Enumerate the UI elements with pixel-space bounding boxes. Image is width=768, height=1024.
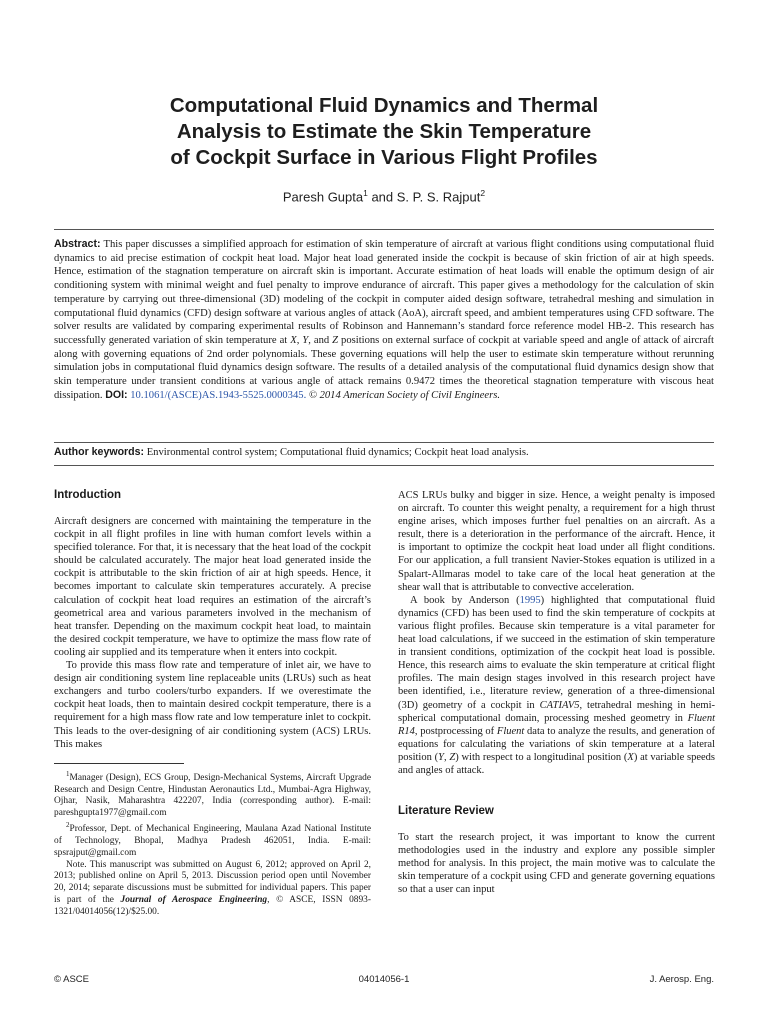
p4-text: ) highlighted that computational fluid dynamics (CFD) has been used to find the skin temperature of cockpits at various flight profiles. Because skin temperature is a vital parameter for heat load calculations, if we succeed in the estimation of skin temperature in transient conditions, optimization of the cockpit heat load is possible. Hence, this research aims to evaluate the skin temperature at critical flight profiles. The main design stages involved in this research project have been identified, i.e., literature review, generation of a three-dimensional (3D) geometry of a cockpit in [398,594,715,711]
software-name: CATIAV5 [539,699,580,711]
journal-name: Journal of Aerospace Engineering [120,894,268,905]
author-2-affiliation-mark: 2 [480,188,486,198]
introduction-heading: Introduction [54,489,122,501]
intro-paragraph-2: To provide this mass flow rate and temperature of inlet air, we have to design air conditioning system line replaceable units (LRUs) such as heat exchangers and turbo coolers/turbo expanders. If we overestimate the cockpit heat loads, then to maintain desired cockpit temperature, there is a requirement for a high mass flow rate and low temperature inlet to cockpit. This leads to the over-designing of air conditioning system (ACS) LRUs. This makes [54,660,371,750]
footnote-1-text: Manager (Design), ECS Group, Design-Mechanical Systems, Aircraft Upgrade Research and Design Centre, Hindustan Aeronautics Ltd., Mumbai-Agra Highway, Ojhar, Nasik, Maharashtra 422207, India (corresponding author). E-mail: pareshgupta1977@gmail.com [54,772,371,819]
footer-journal: J. Aerosp. Eng. [649,974,714,985]
footer-page-number: 04014056-1 [358,974,410,985]
p4-text: data to analyze the results, and generation of equations for calculating the variations of skin temperature at a lateral position ( [398,725,715,763]
abstract-y: Y [302,334,309,346]
footnote-divider [54,763,184,764]
literature-paragraph-1: To start the research project, it was important to know the current methodologies used in the industry and explore any possible simpler method for analysis. In this project, the main motive was to calculate the skin temperature of a cockpit using CFD and generate governing equations so that a user can input [398,832,715,896]
footnote-1-mark: 1 [66,769,70,778]
abstract-label: Abstract: [54,238,101,250]
left-column [54,489,371,919]
anderson-citation-link[interactable]: 1995 [519,594,541,606]
p4-text: , postprocessing of [414,725,497,737]
literature-review-heading: Literature Review [398,805,494,818]
keywords-text: Environmental control system; Computational fluid dynamics; Cockpit heat load analysis. [144,447,529,458]
title-line-1: Computational Fluid Dynamics and Thermal [169,94,599,117]
p4-text: ) at variable speeds and angles of attack. [398,751,715,776]
abstract-sep: , [296,334,303,346]
note-text: Note. This manuscript was submitted on August 6, 2012; approved on April 2, 2013; published online on April 5, 2013. Discussion period open until November 20, 2014; separate discussions must be submitted for individual papers. This paper is part of the [54,859,371,905]
paper-title [100,93,668,171]
intro-paragraph-1: Aircraft designers are concerned with maintaining the temperature in the cockpit in all flight profiles in line with human comfort levels within a specified tolerance. For that, it is necessary that the heat load of the cockpit should be calculated accurately. The major heat load generated inside the cockpit is attributable to the skin friction of air at high speeds. Hence, it becomes important to calculate skin temperatures accurately. A precise calculation of cockpit heat load requires an estimation of the aircraft’s geometrical area and various parameters involved in the mechanism of heat transfer. Depending on the maximum cockpit heat load, to maintain the desired cockpit temperature, we have to optimize the mass flow rate of cooling air supplied and its temperature when it enters into cockpit. [54,516,371,658]
author-list [100,188,668,204]
title-line-2: Analysis to Estimate the Skin Temperature [176,120,592,143]
intro-paragraph-4 [398,594,715,777]
p4-text: ) with respect to a longitudinal position ( [455,751,628,763]
abstract-text: This paper discusses a simplified approach for estimation of skin temperature of aircraft at various flight conditions using computational fluid dynamics to aid precise estimation of cockpit heat load. Major heat load generated inside the cockpit is because of skin friction of air at high speeds. Hence, estimation of the stagnation temperature on aircraft skin is important. Accurate estimation of heat loads will enable the optimum design of air conditioning system with minimal weight and fuel penalty to improve endurance of aircraft. This paper gives a methodology for the calculation of skin temperature by carrying out three-dimensional (3D) modeling of the cockpit in computer aided design software, tetrahedral meshing and simulation in computational fluid dynamics (CFD) design software at various angles of attack (AoA), aircraft speed, and ambient temperatures using CFD software. The solver results are validated by comparing experimental results of Robinson and Hannemann’s standard force reference model HB-2. This research has successfully generated variation of skin temperature at [54,239,714,346]
software-name: Fluent R14 [398,712,715,737]
abstract-sep: , and [308,334,333,346]
doi-link[interactable]: 10.1061/(ASCE)AS.1943-5525.0000345. [130,389,307,401]
var-x: X [627,751,634,763]
keywords-label: Author keywords: [54,446,145,458]
author-2: S. P. S. Rajput [396,189,481,205]
keywords-divider [54,442,714,443]
author-conjunction: and [367,189,397,205]
author-1: Paresh Gupta [282,189,364,205]
author-1-affiliation-mark: 1 [363,188,368,198]
doi-label: DOI: [105,388,128,401]
p4-text: A book by Anderson ( [410,594,520,606]
footnote-1 [54,769,371,820]
var-z: Z [449,751,456,763]
keywords-bottom-divider [54,465,714,466]
software-name: Fluent [496,725,525,737]
author-keywords [54,446,714,460]
abstract-z: Z [332,334,339,346]
right-column [398,489,715,897]
p4-text: , [443,751,450,763]
var-y: Y [438,751,444,763]
abstract-text-2: positions on external surface of cockpit at variable speed and angle of attack of aircraft along with governing equations of 2nd order polynomials. These governing equations will help the user to estimate skin temperature without rerunning simulation jobs in computational fluid dynamics design software. The results of a detailed analysis of the computational fluid dynamics design show that skin temperature under transient conditions at various angle of attack remains 0.9472 times the theoretical stagnation temperature with viscous heat dissipation. [54,334,715,401]
footer-copyright: © ASCE [54,974,89,985]
note-text-2: , © ASCE, ISSN 0893-1321/04014056(12)/$25.00. [54,894,371,917]
abstract [54,238,714,402]
submission-note [54,860,371,919]
footnote-2-mark: 2 [66,821,70,829]
footnote-2 [54,820,371,860]
copyright-notice: © 2014 American Society of Civil Engineers. [306,389,501,401]
abstract-x: X [290,334,297,346]
title-line-3: of Cockpit Surface in Various Flight Profiles [170,146,598,169]
p4-text: , tetrahedral meshing in hemi-spherical computational domain, processing meshed geometry in [398,699,715,724]
intro-paragraph-3: ACS LRUs bulky and bigger in size. Hence, a weight penalty is imposed on aircraft. To counter this weight penalty, a requirement for a high thrust engine arises, which imposes further fuel penalties on an aircraft. As a result, there is a deterioration in the performance of the aircraft. Hence, it is important to optimize the cockpit heat load under all flight conditions. For our application, a full transient Navier-Stokes equation is utilized in a Spalart-Allmaras model to take care of the local heat generation at the shear wall that is attributable to convective acceleration. [398,490,715,593]
top-divider [54,229,714,230]
footnote-2-text: Professor, Dept. of Mechanical Engineering, Maulana Azad National Institute of Technology, Bhopal, Madhya Pradesh 462051, India. E-mail: spsrajput@gmail.com [54,824,371,858]
